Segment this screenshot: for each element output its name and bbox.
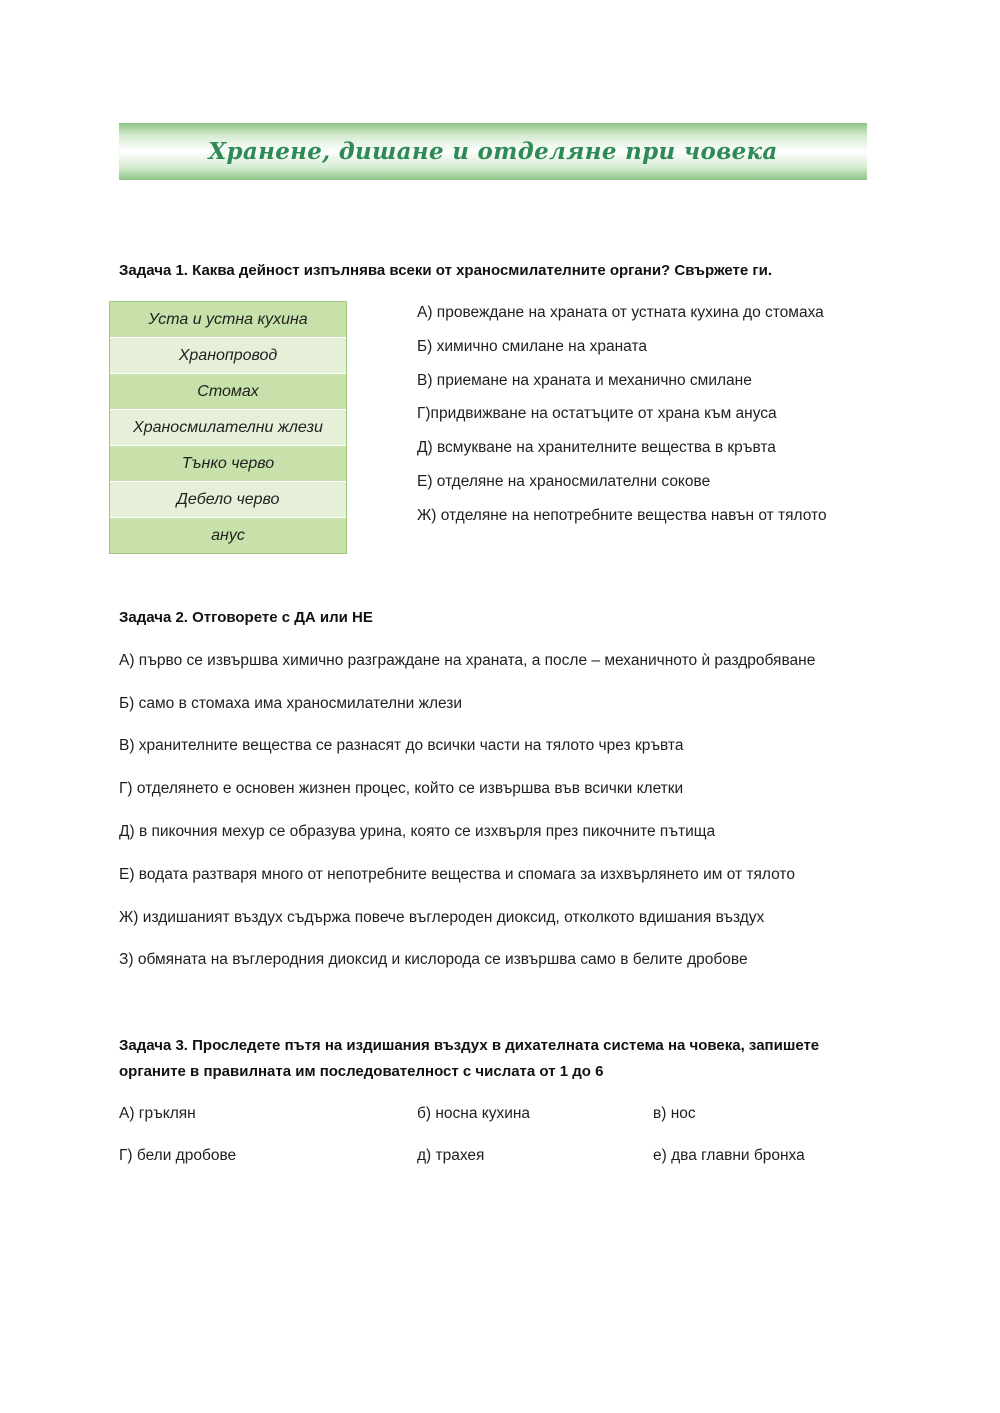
organ-cell: Хранопровод — [110, 338, 346, 374]
organ-option: б) носна кухина — [417, 1105, 531, 1122]
task2-heading: Задача 2. Отговорете с ДА или НЕ — [119, 609, 373, 626]
statement-item: Б) само в стомаха има храносмилателни жлези — [119, 695, 463, 712]
statement-item: Е) водата разтваря много от непотребните вещества и спомага за изхвърлянето им от тялото — [119, 866, 795, 883]
organ-cell: Храносмилателни жлези — [110, 410, 346, 446]
statement-item: Г) отделянето е основен жизнен процес, който се извършва във всички клетки — [119, 780, 684, 797]
function-item: В) приемане на храната и механично смилане — [417, 372, 752, 389]
task3-heading-line2: органите в правилната им последователност с числата от 1 до 6 — [119, 1063, 604, 1080]
organ-cell: Уста и устна кухина — [110, 302, 346, 338]
statement-item: Д) в пикочния мехур се образува урина, която се изхвърля през пикочните пътища — [119, 823, 716, 840]
function-item: Е) отделяне на храносмилателни сокове — [417, 473, 711, 490]
organ-option: Г) бели дробове — [119, 1147, 237, 1164]
organ-option: в) нос — [653, 1105, 696, 1122]
function-item: Г)придвижване на остатъците от храна към ануса — [417, 405, 777, 422]
statement-item: З) обмяната на въглеродния диоксид и кислорода се извършва само в белите дробове — [119, 951, 748, 968]
page-title: Хранене, дишане и отделяне при човека — [208, 138, 778, 165]
function-item: А) провеждане на храната от устната кухина до стомаха — [417, 304, 824, 321]
statement-item: А) първо се извършва химично разграждане на храната, а после – механичното ѝ раздробяване — [119, 652, 816, 669]
organ-option: А) гръклян — [119, 1105, 196, 1122]
organ-option: д) трахея — [417, 1147, 485, 1164]
organ-cell: Дебело черво — [110, 482, 346, 518]
organ-table — [109, 301, 347, 554]
function-item: Ж) отделяне на непотребните вещества навън от тялото — [417, 507, 827, 524]
title-banner — [119, 123, 867, 180]
organ-cell: анус — [110, 518, 346, 553]
function-item: Д) всмукване на хранителните вещества в кръвта — [417, 439, 776, 456]
organ-cell: Тънко черво — [110, 446, 346, 482]
statement-item: Ж) издишаният въздух съдържа повече въглероден диоксид, отколкото вдишания въздух — [119, 909, 765, 926]
function-item: Б) химично смилане на храната — [417, 338, 648, 355]
task1-heading: Задача 1. Каква дейност изпълнява всеки от храносмилателните органи? Свържете ги. — [119, 262, 773, 279]
task3-heading-line1: Задача 3. Проследете пътя на издишания въздух в дихателната система на човека, запишете — [119, 1037, 820, 1054]
organ-cell: Стомах — [110, 374, 346, 410]
organ-option: е) два главни бронха — [653, 1147, 805, 1164]
statement-item: В) хранителните вещества се разнасят до всички части на тялото чрез кръвта — [119, 737, 684, 754]
